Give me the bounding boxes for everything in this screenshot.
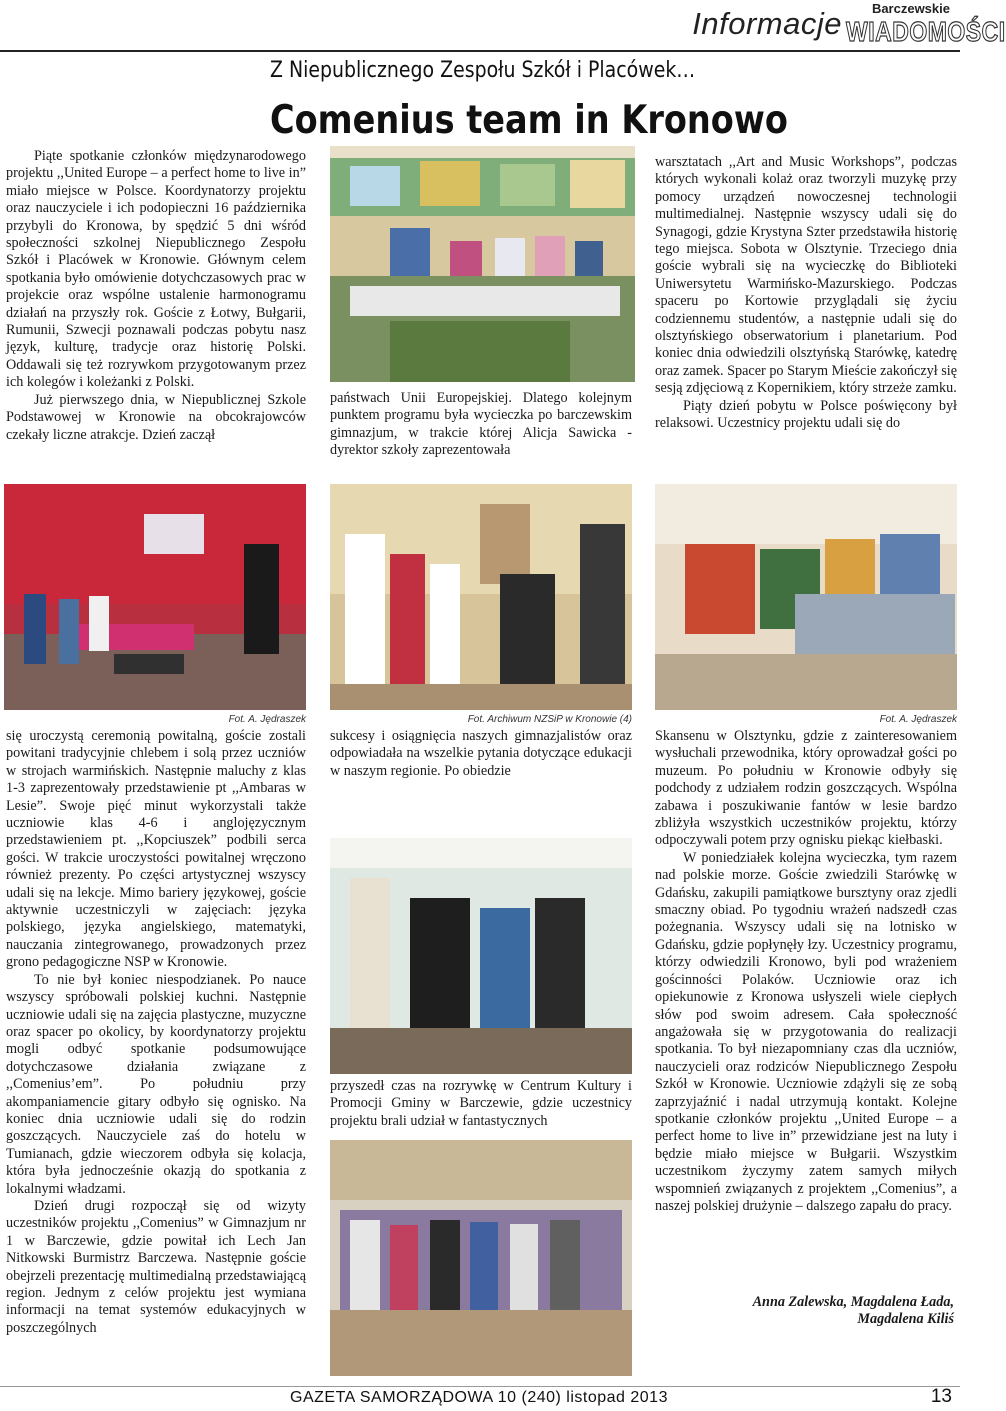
footer-rule [0, 1386, 960, 1387]
photo-art-workshop [655, 484, 957, 710]
article-byline [654, 1294, 954, 1329]
col2-middle-text [330, 728, 632, 780]
footer-issue: GAZETA SAMORZĄDOWA 10 (240) listopad 2013 [290, 1389, 668, 1406]
col1-bottom-text [6, 728, 306, 1337]
photo-credit: Fot. Archiwum NZSiP w Kronowie (4) [467, 714, 632, 725]
photo-group [330, 1140, 632, 1376]
photo-credit: Fot. A. Jędraszek [879, 714, 957, 725]
byline-line: Magdalena Kiliś [857, 1311, 954, 1328]
photo-meeting-room [330, 146, 635, 382]
photo-music-workshop [4, 484, 306, 710]
paragraph: To nie był koniec niespodzianek. Po nauce wszyscy spróbowali polskiej kuchni. Następnie uczniowie udali się na zajęcia plastyczne, muzyczne oraz spacer po okolicy, by koordynatorzy projektu mogli odbyć spotkanie podsumowujące dotychczasowe działania związane z ,,Comenius’em”. Po południu przy akompaniamencie gitary odbyło się ognisko. Na koniec dnia uczniowie udali się do rodzin goszczących. Nauczyciele zaś do hotelu w Tumianach, gdzie wieczorem odbyła się kolacja, która była jednocześnie okazją do spotkania z lokalnymi władzami. [6, 971, 306, 1197]
col2-top-text [330, 390, 632, 460]
article-title: Comenius team in Kronowo [270, 98, 788, 143]
paragraph: Dzień drugi rozpoczął się od wizyty uczestników projektu ,,Comenius” w Gimnazjum nr 1 w Barczewie, gdzie powitał ich Lech Jan Nitkowski Burmistrz Barczewa. Następnie goście obejrzeli prezentację multimedialną przedstawiającą region. Jednym z celów projektu jest wymiana informacji na temat systemów edukacyjnych w poszczególnych [6, 1197, 306, 1336]
section-title: Informacje [692, 6, 842, 41]
page-number: 13 [930, 1386, 952, 1407]
paragraph: Skansenu w Olsztynku, gdzie z zainteresowaniem wysłuchali przewodnika, który oprowadzał gości po muzeum. Po południu w Kronowie odbyły się podchody z udziałem rodzin goszczących. Wspólna zabawa i poszukiwanie fantów w lesie bardzo zbliżyła wszystkich uczestników projektu, którzy odpoczywali potem przy ognisku piekąc kiełbaski. [655, 728, 957, 849]
paragraph: Już pierwszego dnia, w Niepublicznej Szkole Podstawowej w Kronowie na obcokrajowców czekały liczne atrakcje. Dzień zaczął [6, 391, 306, 443]
publication-logo [846, 1, 1006, 48]
paragraph: Piąty dzień pobytu w Polsce poświęcony był relaksowi. Uczestnicy projektu udali się do [655, 397, 957, 432]
col1-top-text [6, 148, 306, 444]
paragraph: przyszedł czas na rozrywkę w Centrum Kultury i Promocji Gminy w Barczewie, gdzie uczestnicy projektu brali udział w fantastycznych [330, 1078, 632, 1129]
paragraph: warsztatach ,,Art and Music Workshops”, podczas których wykonali kolaż oraz tworzyli muzykę przy pomocy urządzeń nowoczesnej technologii multimedialnej. Następnie wszyscy udali się do Synagogi, gdzie Krystyna Szter przedstawiła historię tego miejsca. Sobota w Olsztynie. Trzeciego dnia goście wybrali się na wycieczkę do Biblioteki Uniwersytetu Warmińsko-Mazurskiego. Podczas spaceru po Kortowie przyglądali się życiu codziennemu studentów, a następnie udali się do olsztyńskiego obserwatorium i planetarium. Pod koniec dnia odwiedzili olsztyńską Starówkę, katedrę oraz zamek. Spacer po Starym Mieście zakończył się sesją zdjęciową z Kopernikiem, który strzeże zamku. [655, 154, 957, 397]
col3-bottom-text [655, 728, 957, 1215]
logo-small-text: Barczewskie [871, 1, 950, 16]
article-subtitle: Z Niepublicznego Zespołu Szkół i Placówek… [270, 58, 696, 83]
paragraph: państwach Unii Europejskiej. Dlatego kolejnym punktem programu była wycieczka po barczewskim gimnazjum, w trakcie której Alicja Sawicka - dyrektor szkoły zaprezentowała [330, 390, 632, 459]
photo-officials [330, 838, 632, 1074]
col3-top-text [655, 154, 957, 433]
logo-big-text: WIADOMOŚCI [846, 16, 1006, 48]
paragraph: Piąte spotkanie członków międzynarodowego projektu ,,United Europe – a perfect home to live in” miało miejsce w Polsce. Koordynatorzy projektu oraz nauczyciele i ich podopieczni 16 października przybyli do Kronowa, by spędzić 5 dni wśród społeczności szkolnej Niepublicznego Zespołu Szkół i Placówek w Kronowie. Głównym celem spotkania było omówienie dotychczasowych prac w projekcie oraz wspólne ustalenie harmonogramu działań na przyszły rok. Goście z Łotwy, Bułgarii, Rumunii, Szwecji poznawali podczas pobytu nasz język, kulturę, tradycje oraz historię Polski. Oddawali się też rozrywkom przygotowanym przez ich kolegów i koleżanki z Polski. [6, 148, 306, 391]
photo-credit: Fot. A. Jędraszek [228, 714, 306, 725]
header-rule [0, 50, 960, 52]
photo-welcome-ceremony [330, 484, 632, 710]
paragraph: się uroczystą ceremonią powitalną, goście zostali powitani tradycyjnie chlebem i solą przez uczniów w strojach warmińskich. Następnie maluchy z klas 1-3 zaprezentowały przedstawienie pt ,,Ambaras w Lesie”. Swoje pięć minut wykorzystali także uczniowie klas 4-6 i anglojęzycznym przedstawieniem pt. ,,Kopciuszek” podbili serca gości. W trakcie uroczystości powitalnej wręczono również prezenty. Po części artystycznej wszyscy udali się na lekcje. Mimo bariery językowej, goście aktywnie uczestniczyli w zajęciach: języka polskiego, języka angielskiego, matematyki, nauczania zintegrowanego, prowadzonych przez grono pedagogiczne NSP w Kronowie. [6, 728, 306, 971]
col2-low-text [330, 1078, 632, 1130]
byline-line: Anna Zalewska, Magdalena Łada, [752, 1294, 954, 1310]
paragraph: W poniedziałek kolejna wycieczka, tym razem nad polskie morze. Goście zwiedzili Starówkę w Gdańsku, zakupili pamiątkowe bursztyny oraz zjedli smaczny obiad. Po tygodniu wrażeń nadszedł czas pożegnania. Wszyscy udali się na lotnisko w Gdańsku, gdzie popłynęły łzy. Uczestnicy programu, którzy odwiedzili Kronowo, byli pod wrażeniem gościnności Polaków. Uczniowie oraz ich opiekunowie z Kronowa usłyszeli wiele ciepłych słów pod swoim adresem. Cała społeczność angażowała się w przygotowania do realizacji spotkania. To był niezapomniany czas dla uczniów, nauczycieli oraz rodziców Niepublicznego Zespołu Szkół w Kronowie. Uczniowie zdążyli się ze sobą zaprzyjaźnić i nadal utrzymują kontakt. Kolejne spotkanie członków projektu ,,United Europe – a perfect home to live in” przewidziane jest na luty i będzie miało miejsce w Bułgarii. Wszystkim uczestnikom życzymy zatem samych miłych wspomnień związanych z projektem ,,Comenius”, a naszej polskiej drużynie – dalszego zapału do pracy. [655, 849, 957, 1214]
paragraph: sukcesy i osiągnięcia naszych gimnazjalistów oraz odpowiadała na wszelkie pytania dotyczące edukacji w naszym regionie. Po obiedzie [330, 728, 632, 779]
